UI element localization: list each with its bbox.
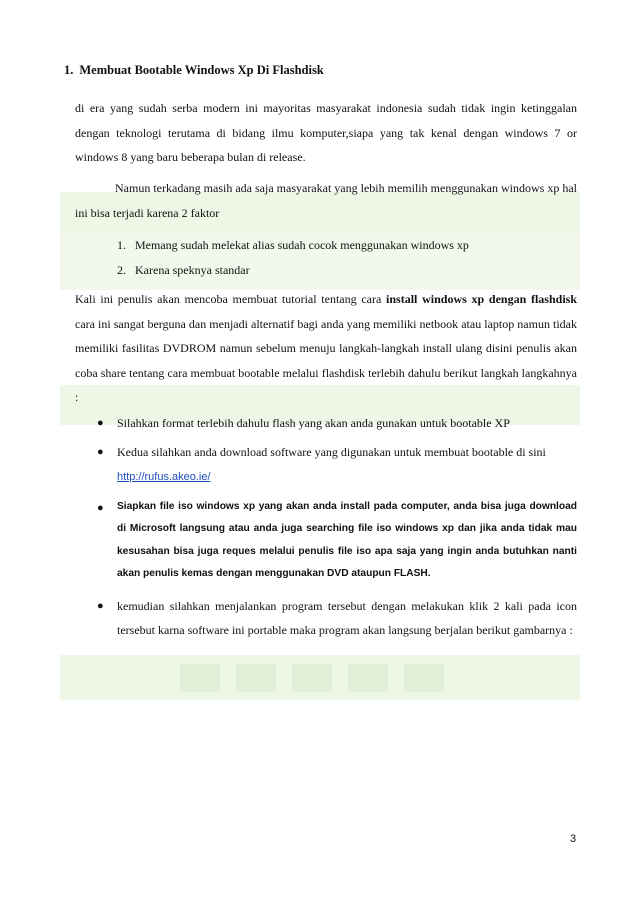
heading-number: 1. xyxy=(64,63,74,77)
steps-list xyxy=(97,411,577,647)
page-number: 3 xyxy=(570,833,577,845)
list-item xyxy=(97,411,577,436)
list-text: Karena speknya standar xyxy=(135,262,250,277)
step-text: Siapkan file iso windows xp yang akan anda install pada computer, anda bisa juga download di Microsoft langsung atau anda juga searching file iso windows xp dan jika anda tidak mau kesusahan bisa juga reques melalui penulis file iso apa saja yang ingin anda butuhkan nanti akan penulis kemas dengan menggunakan DVD ataupun FLASH. xyxy=(117,500,577,579)
list-item xyxy=(117,258,469,283)
list-item xyxy=(97,594,577,643)
list-text: Memang sudah melekat alias sudah cocok menggunakan windows xp xyxy=(135,238,469,252)
bullet-icon: ● xyxy=(97,445,104,458)
bullet-icon: ● xyxy=(97,599,104,612)
intro-paragraph: di era yang sudah serba modern ini mayoritas masyarakat indonesia sudah tidak ingin ketinggalan dengan teknologi terutama di bidang ilmu komputer,siapa yang tak kenal dengan windows 7 or windows 8 yang baru beberapa bulan di release. xyxy=(75,101,577,164)
list-item xyxy=(97,496,577,586)
bullet-icon: ● xyxy=(97,417,104,429)
tutorial-paragraph xyxy=(75,287,577,410)
bullet-icon: ● xyxy=(97,501,104,514)
list-number: 1. xyxy=(117,238,126,252)
tutorial-bold-phrase: install windows xp dengan flashdisk xyxy=(386,292,577,306)
list-number: 2. xyxy=(117,262,126,277)
step-text: Kedua silahkan anda download software yang digunakan untuk membuat bootable di sini xyxy=(117,444,546,459)
tutorial-text-end: cara ini sangat berguna dan menjadi alternatif bagi anda yang memiliki netbook atau laptop namun tidak memiliki fasilitas DVDROM namun sebelum menuju langkah-langkah install ulang disini penulis akan coba share tentang cara membuat bootable melalui flashdisk terlebih dahulu berikut langkah langkahnya : xyxy=(75,316,577,404)
rufus-link[interactable]: http://rufus.akeo.ie/ xyxy=(117,471,211,483)
tutorial-text-start: Kali ini penulis akan mencoba membuat tutorial tentang cara xyxy=(75,292,387,306)
step-text: Silahkan format terlebih dahulu flash yang akan anda gunakan untuk bootable XP xyxy=(117,416,510,430)
section-heading xyxy=(64,63,324,78)
factor-list xyxy=(117,233,469,282)
list-item xyxy=(117,233,469,258)
step-text-block xyxy=(117,440,577,490)
list-item xyxy=(97,440,577,490)
heading-title: Membuat Bootable Windows Xp Di Flashdisk xyxy=(79,63,324,77)
step-text: kemudian silahkan menjalankan program tersebut dengan melakukan klik 2 kali pada icon tersebut karna software ini portable maka program akan langsung berjalan berikut gambarnya : xyxy=(117,598,577,637)
factor-intro-paragraph: Namun terkadang masih ada saja masyarakat yang lebih memilih menggunakan windows xp hal ini bisa terjadi karena 2 faktor xyxy=(75,181,577,220)
watermark-logo xyxy=(180,664,460,692)
